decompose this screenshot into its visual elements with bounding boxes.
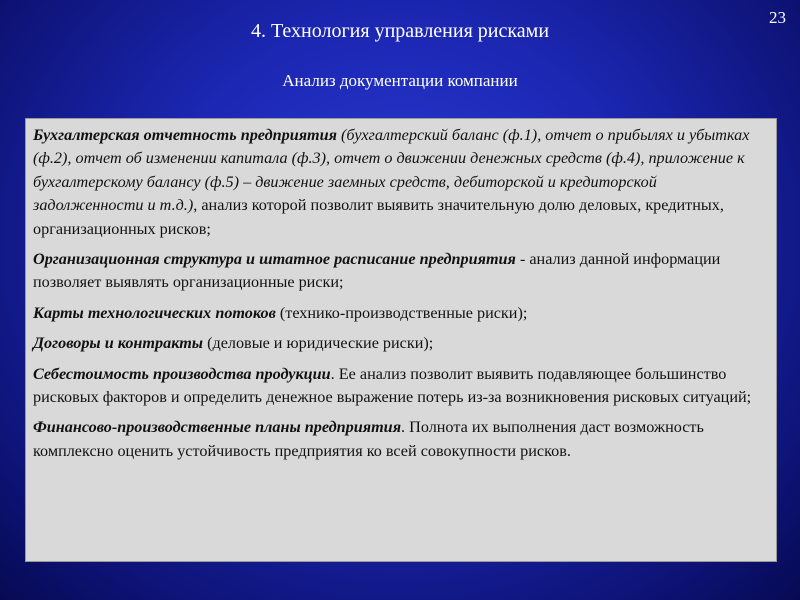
paragraph-text: , анализ которой позволит выявить значительную долю деловых, кредитных, организационных рисков; [33,196,724,238]
paragraph-production-cost [33,363,769,410]
paragraph-tech-flow-maps [33,302,769,325]
paragraph-text: (деловые и юридические риски); [203,334,434,353]
paragraph-heading: Себестоимость производства продукции [33,364,331,383]
paragraph-contracts [33,332,769,355]
paragraph-text: . Полнота их выполнения даст возможность комплексно оценить устойчивость предприятия ко всей совокупности рисков. [33,418,704,460]
paragraph-italic-note: (бухгалтерский баланс (ф.1), отчет о прибылях и убытках (ф.2), отчет об изменении капитала (ф.3), отчет о движении денежных средств (ф.4), приложение к бухгалтерскому балансу (ф.5) – движение заемных средств, дебиторской и кредиторской задолженности и т.д.) [33,126,750,215]
paragraph-heading: Финансово-производственные планы предприятия [33,418,402,437]
paragraph-text: . Ее анализ позволит выявить подавляющее большинство рисковых факторов и определить денежное выражение потерь из-за возникновения рисковых ситуаций; [33,364,752,407]
slide-number: 23 [769,8,786,27]
paragraph-org-structure [33,248,769,295]
paragraph-text: - анализ данной информации позволяет выявлять организационные риски; [33,250,721,292]
paragraph-text: (технико-производственные риски); [275,303,528,322]
slide-title: 4. Технология управления рисками [250,20,550,42]
paragraph-heading: Договоры и контракты [33,334,204,353]
paragraph-accounting [33,124,769,241]
paragraph-heading: Организационная структура и штатное расписание предприятия [33,250,516,269]
content-box [25,118,777,562]
paragraph-financial-plans [33,416,769,463]
slide-subtitle: Анализ документации компании [282,71,518,90]
paragraph-heading: Карты технологических потоков [33,303,276,322]
paragraph-heading: Бухгалтерская отчетность предприятия [33,126,337,144]
